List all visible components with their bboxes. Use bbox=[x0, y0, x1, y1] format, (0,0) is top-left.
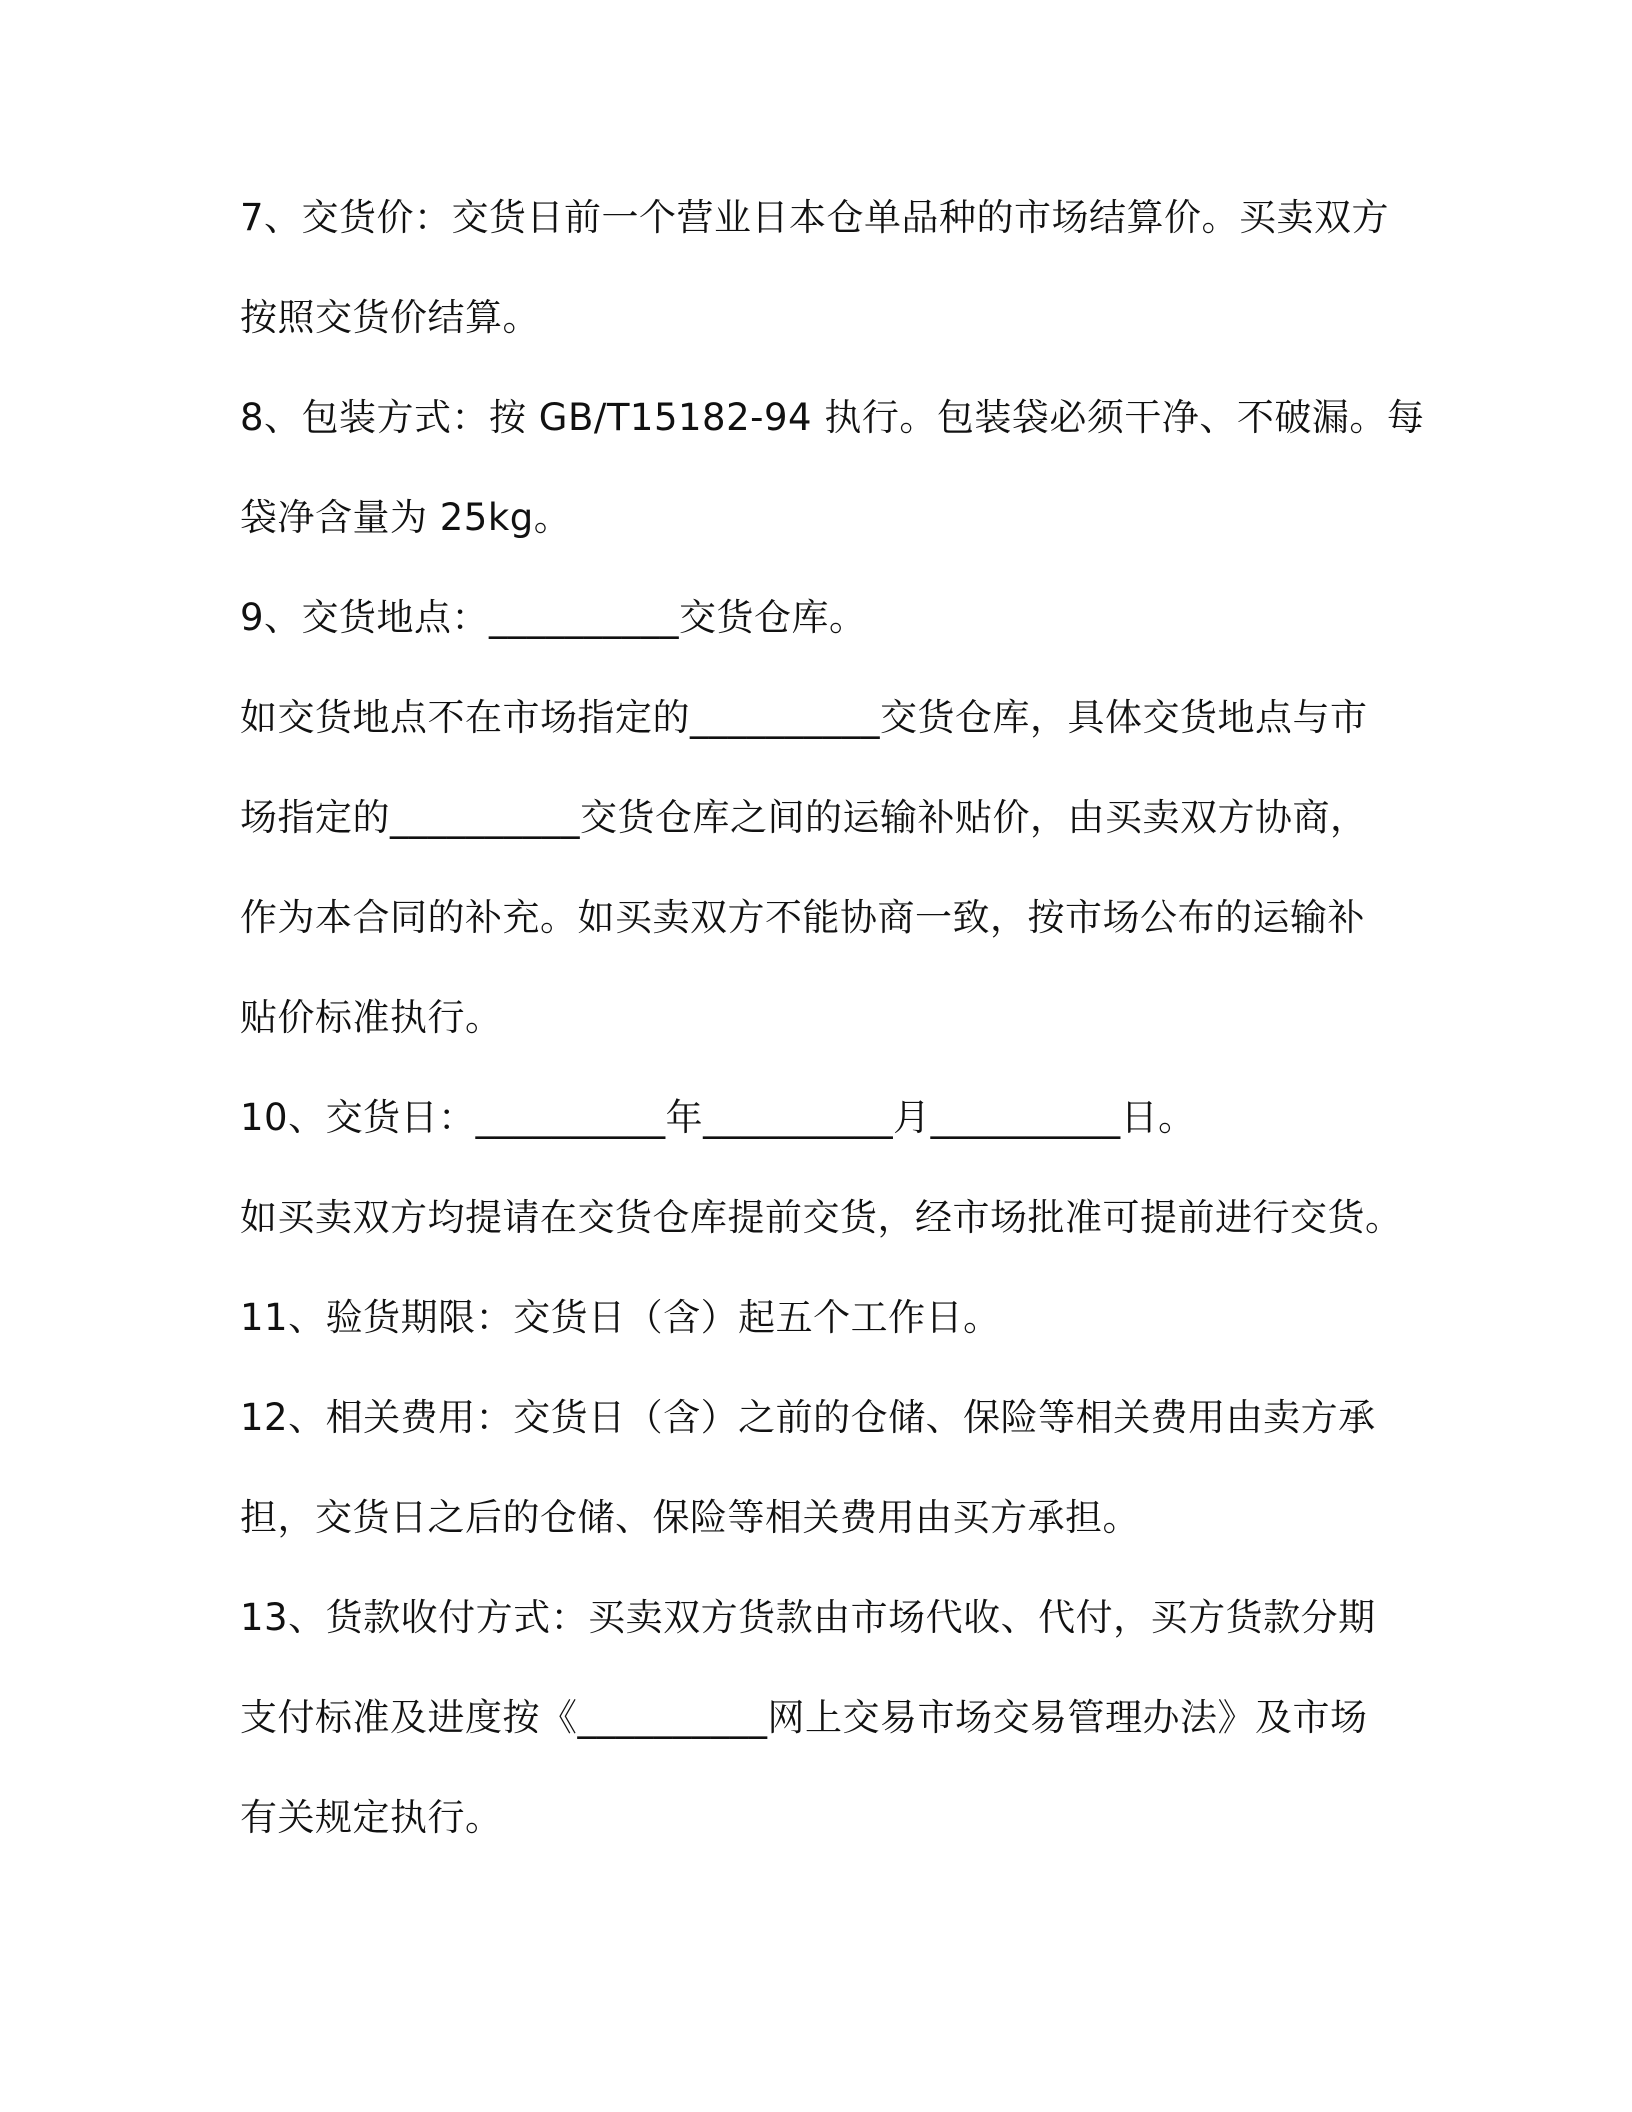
text-line-clause-12-b: 担，交货日之后的仓储、保险等相关费用由买方承担。 bbox=[240, 1496, 1140, 1539]
text-line-clause-11: 11、验货期限：交货日（含）起五个工作日。 bbox=[240, 1296, 1001, 1339]
text-line-clause-8-b: 袋净含量为 25kg。 bbox=[240, 496, 572, 539]
text-line-clause-7-b: 按照交货价结算。 bbox=[240, 296, 540, 339]
text-line-clause-9: 9、交货地点：__________交货仓库。 bbox=[240, 596, 867, 639]
text-line-clause-9-note-a: 如交货地点不在市场指定的__________交货仓库，具体交货地点与市 bbox=[240, 696, 1368, 739]
text-line-clause-12-a: 12、相关费用：交货日（含）之前的仓储、保险等相关费用由卖方承 bbox=[240, 1396, 1376, 1439]
text-line-clause-13-b: 支付标准及进度按《__________网上交易市场交易管理办法》及市场 bbox=[240, 1696, 1368, 1739]
text-line-clause-8-a: 8、包装方式：按 GB/T15182-94 执行。包装袋必须干净、不破漏。每 bbox=[240, 396, 1425, 439]
text-line-clause-9-note-d: 贴价标准执行。 bbox=[240, 996, 503, 1039]
text-line-clause-9-note-c: 作为本合同的补充。如买卖双方不能协商一致，按市场公布的运输补 bbox=[240, 896, 1365, 939]
text-line-clause-13-c: 有关规定执行。 bbox=[240, 1796, 503, 1839]
text-line-clause-10-note: 如买卖双方均提请在交货仓库提前交货，经市场批准可提前进行交货。 bbox=[240, 1196, 1403, 1239]
text-line-clause-10: 10、交货日：__________年__________月__________日。 bbox=[240, 1096, 1196, 1139]
text-line-clause-9-note-b: 场指定的__________交货仓库之间的运输补贴价，由买卖双方协商， bbox=[240, 796, 1368, 839]
text-line-clause-13-a: 13、货款收付方式：买卖双方货款由市场代收、代付，买方货款分期 bbox=[240, 1596, 1376, 1639]
text-line-clause-7-a: 7、交货价：交货日前一个营业日本仓单品种的市场结算价。买卖双方 bbox=[240, 196, 1390, 239]
